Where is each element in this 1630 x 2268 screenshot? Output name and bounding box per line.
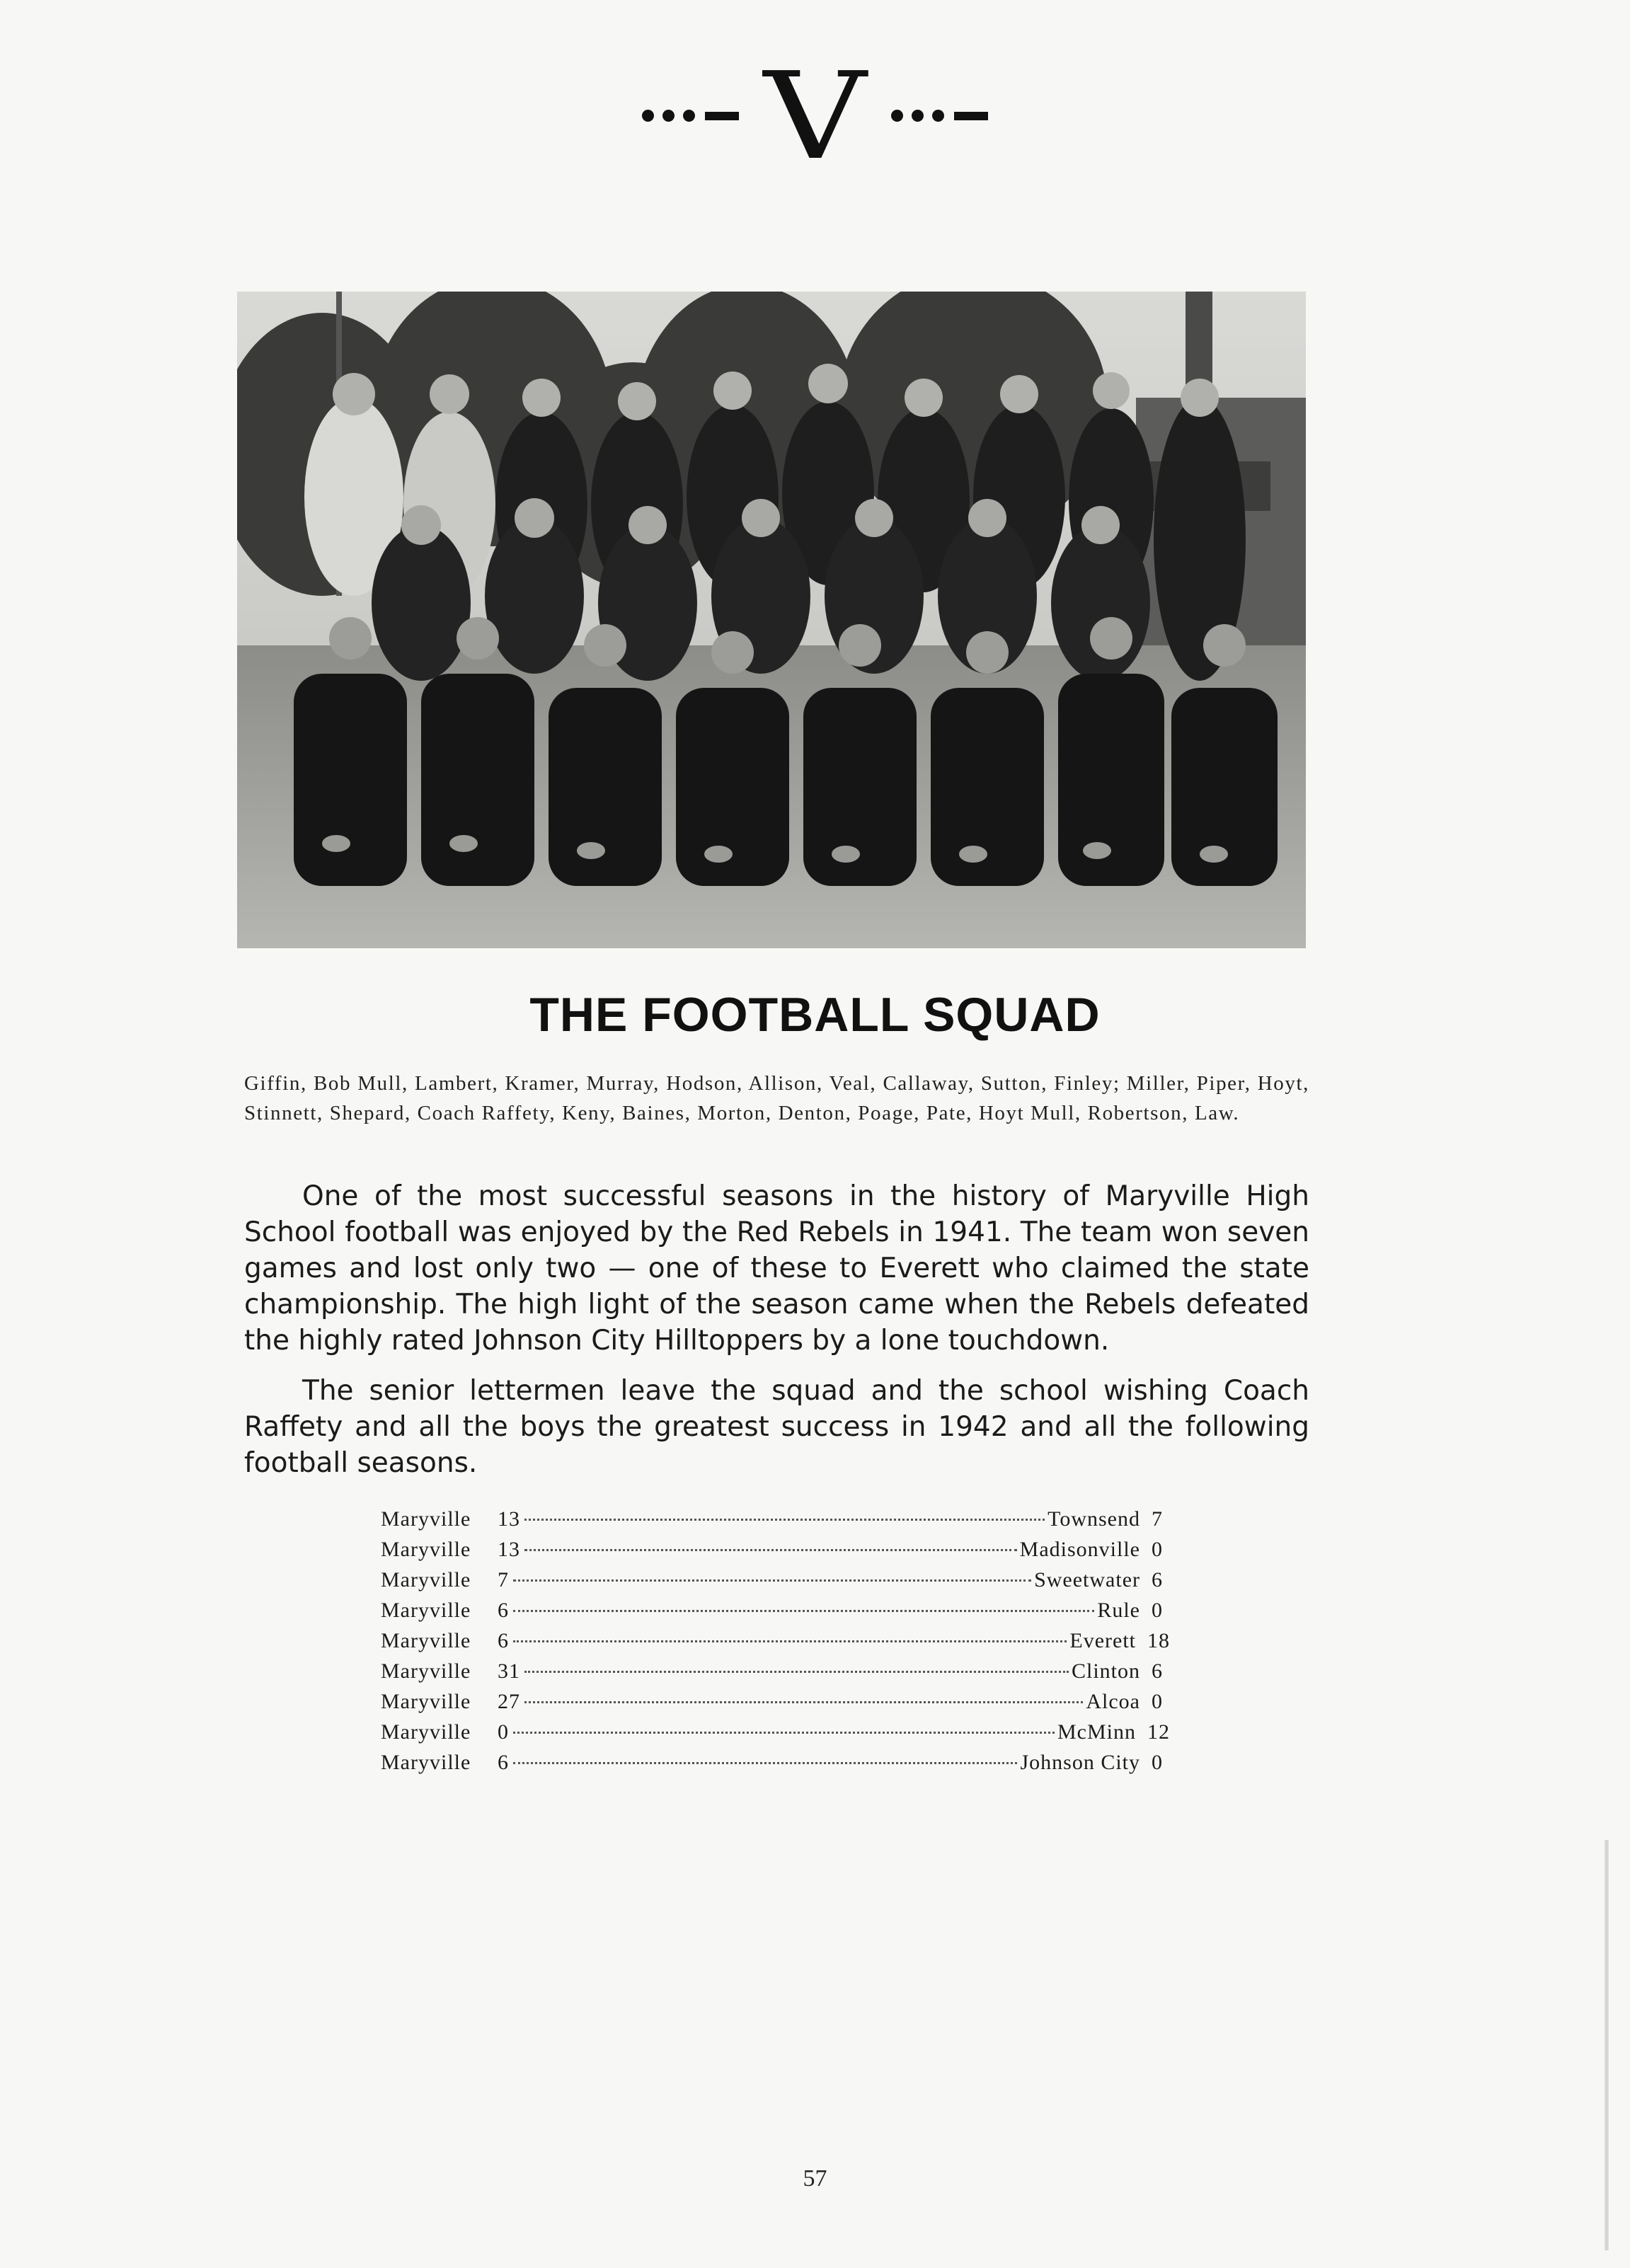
team-score: 7	[498, 1568, 509, 1591]
dot-leader	[513, 1762, 1017, 1764]
dot-leader	[513, 1732, 1055, 1734]
opponent-name: Alcoa	[1086, 1690, 1140, 1713]
team-name: Maryville	[381, 1568, 471, 1591]
opponent-name: Johnson City	[1020, 1751, 1140, 1774]
paragraph-season: One of the most successful seasons in the history of Maryville High School football was enjoyed by the Red Rebels in 1941. The team won seven games and lost only two — one of these to Everett who claimed the state championship. The high light of the season came when the Rebels defeated the highly rated Johnson City Hilltoppers by a lone touchdown.	[244, 1180, 1309, 1357]
opponent-name: Clinton	[1071, 1659, 1140, 1683]
score-row	[381, 1538, 1170, 1568]
opponent-score: 0	[1152, 1599, 1163, 1622]
opponent-score: 0	[1152, 1751, 1163, 1774]
team-name: Maryville	[381, 1751, 471, 1774]
opponent-name: Everett	[1069, 1629, 1136, 1652]
morse-right-icon	[891, 110, 988, 122]
team-score: 6	[498, 1751, 509, 1774]
opponent-name: Madisonville	[1019, 1538, 1140, 1561]
opponent-name: Rule	[1097, 1599, 1140, 1622]
paragraph-seniors: The senior lettermen leave the squad and the school wishing Coach Raffety and all the boys the greatest success in 1942 and all the following football seasons.	[244, 1375, 1309, 1479]
opponent-score: 7	[1152, 1507, 1163, 1531]
score-row	[381, 1720, 1170, 1751]
score-row	[381, 1599, 1170, 1629]
team-score: 13	[498, 1538, 520, 1561]
team-score: 31	[498, 1659, 520, 1683]
score-row	[381, 1629, 1170, 1659]
team-name: Maryville	[381, 1659, 471, 1683]
dot-leader	[524, 1549, 1017, 1551]
team-score: 13	[498, 1507, 520, 1531]
team-name: Maryville	[381, 1629, 471, 1652]
opponent-name: McMinn	[1057, 1720, 1136, 1744]
score-row	[381, 1507, 1170, 1538]
opponent-score: 6	[1152, 1659, 1163, 1683]
team-photo	[237, 292, 1306, 948]
score-row	[381, 1690, 1170, 1720]
page-title: THE FOOTBALL SQUAD	[529, 988, 1101, 1042]
opponent-name: Sweetwater	[1034, 1568, 1140, 1591]
dot-leader	[524, 1519, 1045, 1521]
page-number: 57	[803, 2165, 827, 2192]
team-score: 0	[498, 1720, 509, 1744]
morse-left-icon	[642, 110, 739, 122]
team-score: 27	[498, 1690, 520, 1713]
dot-leader	[524, 1671, 1069, 1673]
score-row	[381, 1568, 1170, 1599]
dot-leader	[513, 1579, 1031, 1582]
team-name: Maryville	[381, 1538, 471, 1561]
roster-caption: Giffin, Bob Mull, Lambert, Kramer, Murray, Hodson, Allison, Veal, Callaway, Sutton, Finley; Miller, Piper, Hoyt, Stinnett, Shepard, Coach Raffety, Keny, Baines, Morton, Denton, Poage, Pate, Hoyt Mull, Robertson, Law.	[244, 1072, 1309, 1124]
score-row	[381, 1751, 1170, 1781]
dot-leader	[513, 1610, 1094, 1612]
team-score: 6	[498, 1629, 509, 1652]
dot-leader	[513, 1640, 1067, 1642]
team-name: Maryville	[381, 1720, 471, 1744]
score-row	[381, 1659, 1170, 1690]
opponent-score: 0	[1152, 1538, 1163, 1561]
opponent-score: 18	[1147, 1629, 1170, 1652]
opponent-score: 12	[1147, 1720, 1170, 1744]
team-score: 6	[498, 1599, 509, 1622]
opponent-name: Townsend	[1048, 1507, 1140, 1531]
dot-leader	[524, 1701, 1083, 1703]
team-name: Maryville	[381, 1690, 471, 1713]
team-name: Maryville	[381, 1599, 471, 1622]
team-name: Maryville	[381, 1507, 471, 1531]
header-letter: V	[764, 47, 866, 187]
opponent-score: 6	[1152, 1568, 1163, 1591]
score-table	[381, 1507, 1170, 1781]
opponent-score: 0	[1152, 1690, 1163, 1713]
header-ornament	[0, 47, 1630, 187]
